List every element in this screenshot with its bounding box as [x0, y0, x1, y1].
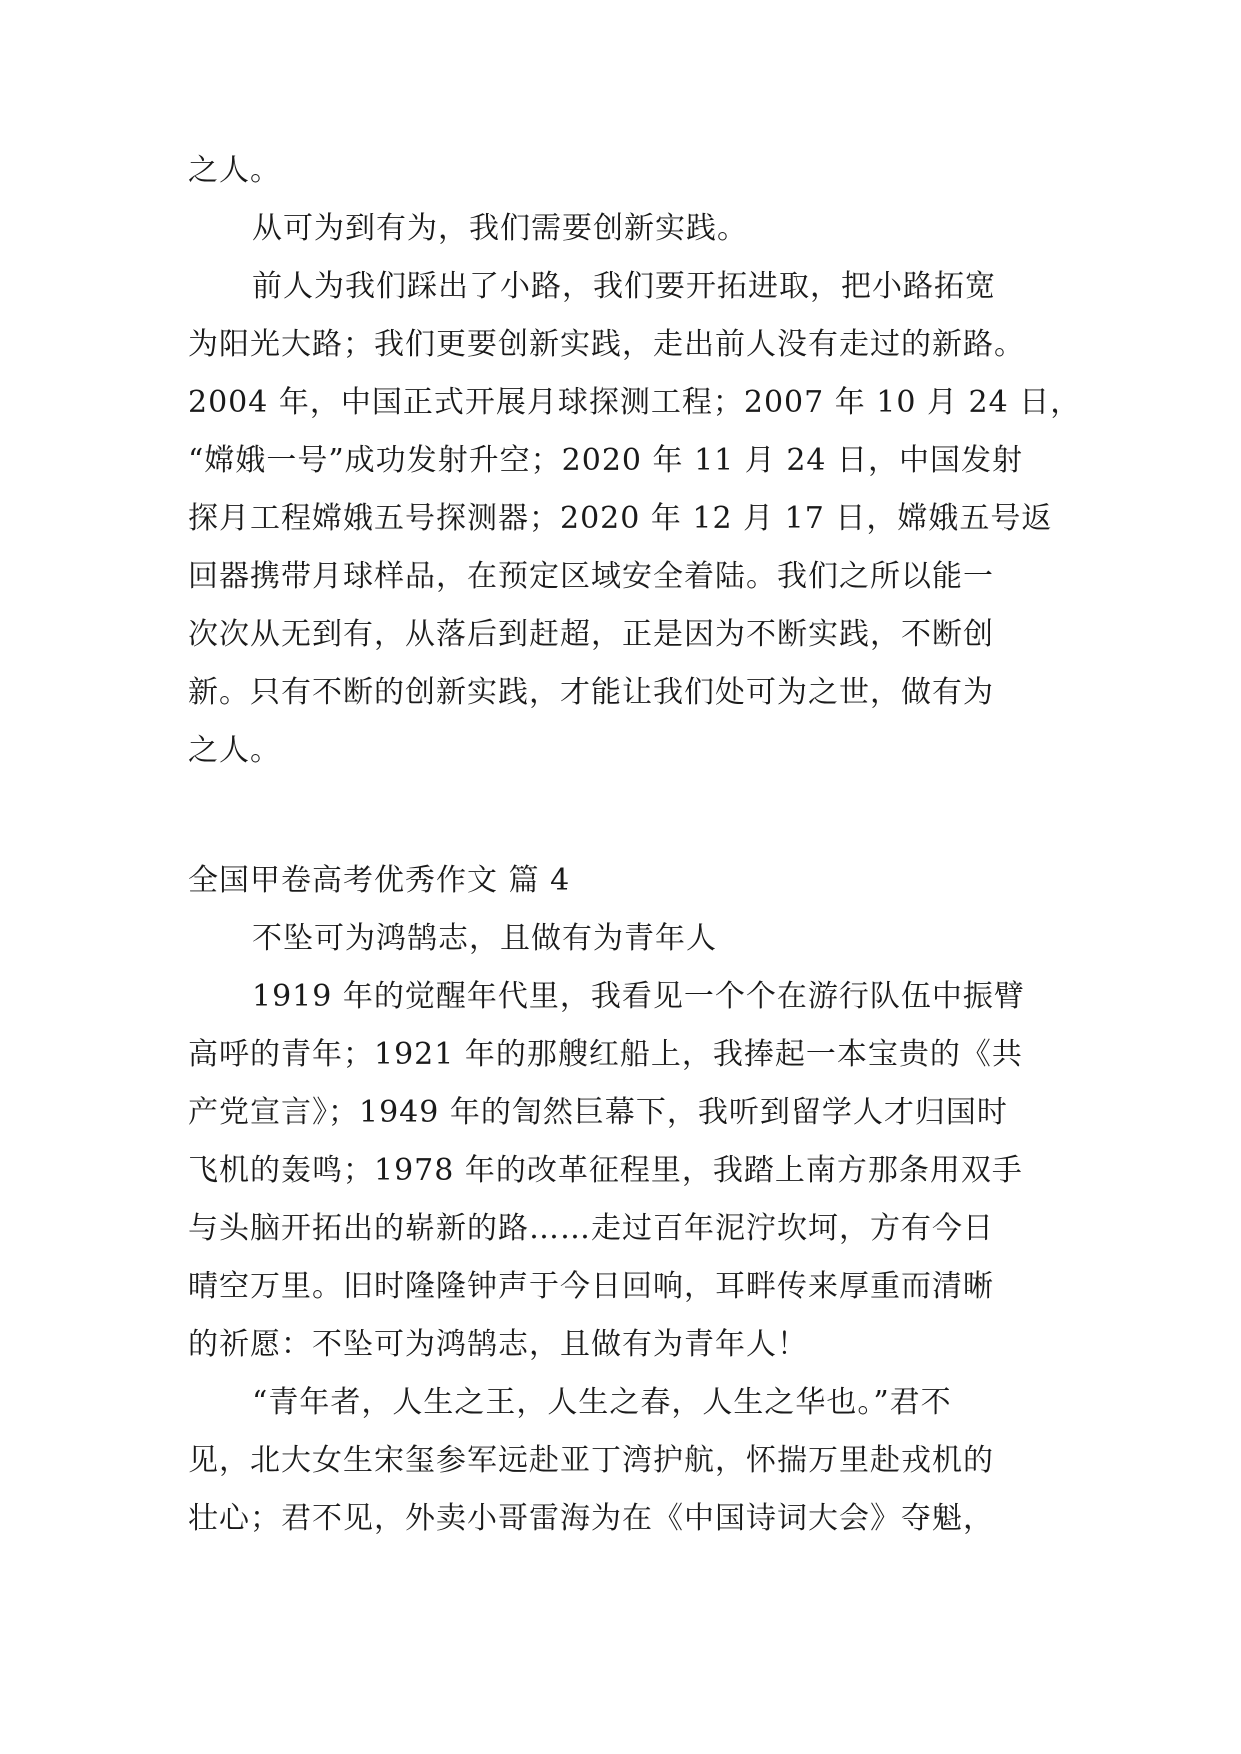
- paragraph-line: 壮心；君不见，外卖小哥雷海为在《中国诗词大会》夺魁，: [188, 1501, 994, 1536]
- paragraph-line: 1919 年的觉醒年代里，我看见一个个在游行队伍中振臂: [252, 979, 1025, 1014]
- paragraph-line: 从可为到有为，我们需要创新实践。: [252, 211, 748, 246]
- paragraph-line: 见，北大女生宋玺参军远赴亚丁湾护航，怀揣万里赴戎机的: [188, 1443, 994, 1478]
- paragraph-line: 与头脑开拓出的崭新的路……走过百年泥泞坎坷，方有今日: [188, 1211, 994, 1246]
- paragraph-line: 新。只有不断的创新实践，才能让我们处可为之世，做有为: [188, 675, 994, 710]
- paragraph-line: 之人。: [188, 153, 281, 188]
- paragraph-line: 为阳光大路；我们更要创新实践，走出前人没有走过的新路。: [188, 327, 1025, 362]
- essay-section-lower: [188, 852, 1068, 1548]
- essay-section-upper: [188, 142, 1082, 780]
- paragraph-line: 之人。: [188, 733, 281, 768]
- paragraph-line: 次次从无到有，从落后到赶超，正是因为不断实践，不断创: [188, 617, 994, 652]
- paragraph-line: 飞机的轰鸣；1978 年的改革征程里，我踏上南方那条用双手: [188, 1153, 1023, 1188]
- essay-title: 不坠可为鸿鹄志，且做有为青年人: [252, 921, 717, 956]
- paragraph-line: 前人为我们踩出了小路，我们要开拓进取，把小路拓宽: [252, 269, 996, 304]
- paragraph-line: 晴空万里。旧时隆隆钟声于今日回响，耳畔传来厚重而清晰: [188, 1269, 994, 1304]
- paragraph-line: 产党宣言》；1949 年的訇然巨幕下，我听到留学人才归国时: [188, 1095, 1008, 1130]
- paragraph-line: “嫦娥一号”成功发射升空；2020 年 11 月 24 日，中国发射: [188, 443, 1024, 478]
- paragraph-line: 高呼的青年；1921 年的那艘红船上，我捧起一本宝贵的《共: [188, 1037, 1023, 1072]
- paragraph-line: 的祈愿：不坠可为鸿鹄志，且做有为青年人！: [188, 1327, 808, 1362]
- paragraph-line: 2004 年，中国正式开展月球探测工程；2007 年 10 月 24 日，: [188, 385, 1082, 420]
- paragraph-line: 回器携带月球样品，在预定区域安全着陆。我们之所以能一: [188, 559, 994, 594]
- paragraph-line: “青年者，人生之王，人生之春，人生之华也。”君不: [252, 1385, 952, 1420]
- paragraph-line: 探月工程嫦娥五号探测器；2020 年 12 月 17 日，嫦娥五号返: [188, 501, 1053, 536]
- essay-heading: 全国甲卷高考优秀作文 篇 4: [188, 863, 571, 898]
